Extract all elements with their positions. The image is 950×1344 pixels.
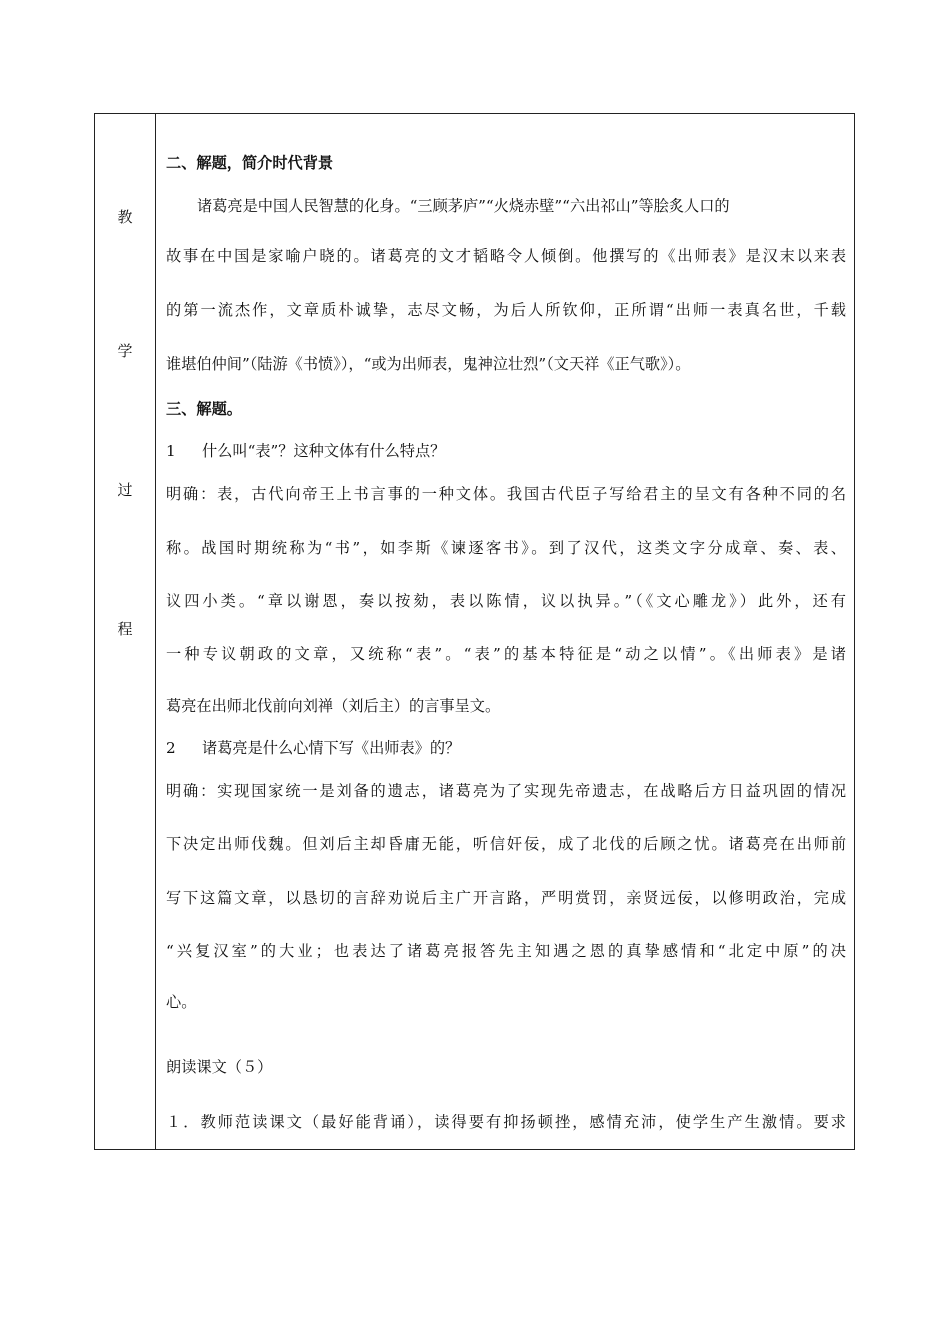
side-char-jiao: 教 [117, 208, 133, 226]
section2-line: 的第一流杰作，文章质朴诚挚，志尽文畅，为后人所钦仰，正所谓“出师一表真名世，千载 [166, 301, 846, 319]
reading-item-1: １．教师范读课文（最好能背诵），读得要有抑扬顿挫，感情充沛，使学生产生激情。要求 [166, 1113, 846, 1131]
question-1-text: 什么叫“表”？这种文体有什么特点？ [202, 442, 446, 460]
process-label-column [95, 114, 156, 1149]
answer-1-line: 一种专议朝政的文章，又统称“表”。“表”的基本特征是“动之以情”。《出师表》是诸 [166, 645, 846, 663]
side-char-cheng: 程 [117, 620, 133, 638]
question-2-number: 2 [166, 739, 176, 757]
section2-line: 诸葛亮是中国人民智慧的化身。“三顾茅庐”“火烧赤壁”“六出祁山”等脍炙人口的 [197, 197, 730, 215]
answer-2-line: 心。 [166, 993, 197, 1011]
section2-line: 谁堪伯仲间”（陆游《书愤》），“或为出师表，鬼神泣壮烈”（文天祥《正气歌》）。 [166, 355, 691, 373]
answer-1-line: 明确：表，古代向帝王上书言事的一种文体。我国古代臣子写给君主的呈文有各种不同的名 [166, 485, 846, 503]
question-2 [166, 737, 846, 759]
section2-heading: 二、解题，简介时代背景 [166, 154, 334, 172]
lesson-table [94, 113, 855, 1150]
answer-2-line: 下决定出师伐魏。但刘后主却昏庸无能，听信奸佞，成了北伐的后顾之忧。诸葛亮在出师前 [166, 835, 846, 853]
reading-heading: 朗读课文（５） [166, 1058, 273, 1076]
side-char-xue: 学 [117, 342, 133, 360]
answer-1-line: 议四小类。“章以谢恩，奏以按劾，表以陈情，议以执异。”（《文心雕龙》）此外，还有 [166, 592, 846, 610]
answer-1-line: 称。战国时期统称为“书”，如李斯《谏逐客书》。到了汉代，这类文字分成章、奏、表、 [166, 539, 846, 557]
question-1 [166, 440, 846, 462]
question-2-text: 诸葛亮是什么心情下写《出师表》的？ [202, 739, 461, 757]
answer-1-line: 葛亮在出师北伐前向刘禅（刘后主）的言事呈文。 [166, 697, 501, 715]
answer-2-line: 写下这篇文章，以恳切的言辞劝说后主广开言路，严明赏罚，亲贤远佞，以修明政治，完成 [166, 889, 846, 907]
content-cell [156, 114, 854, 1149]
side-char-guo: 过 [117, 481, 133, 499]
answer-2-line: 明确：实现国家统一是刘备的遗志，诸葛亮为了实现先帝遗志，在战略后方日益巩固的情况 [166, 782, 846, 800]
question-1-number: 1 [166, 442, 176, 460]
section2-line: 故事在中国是家喻户晓的。诸葛亮的文才韬略令人倾倒。他撰写的《出师表》是汉末以来表 [166, 247, 846, 265]
answer-2-line: “兴复汉室”的大业；也表达了诸葛亮报答先主知遇之恩的真挚感情和“北定中原”的决 [166, 942, 846, 960]
section3-heading: 三、解题。 [166, 400, 242, 418]
